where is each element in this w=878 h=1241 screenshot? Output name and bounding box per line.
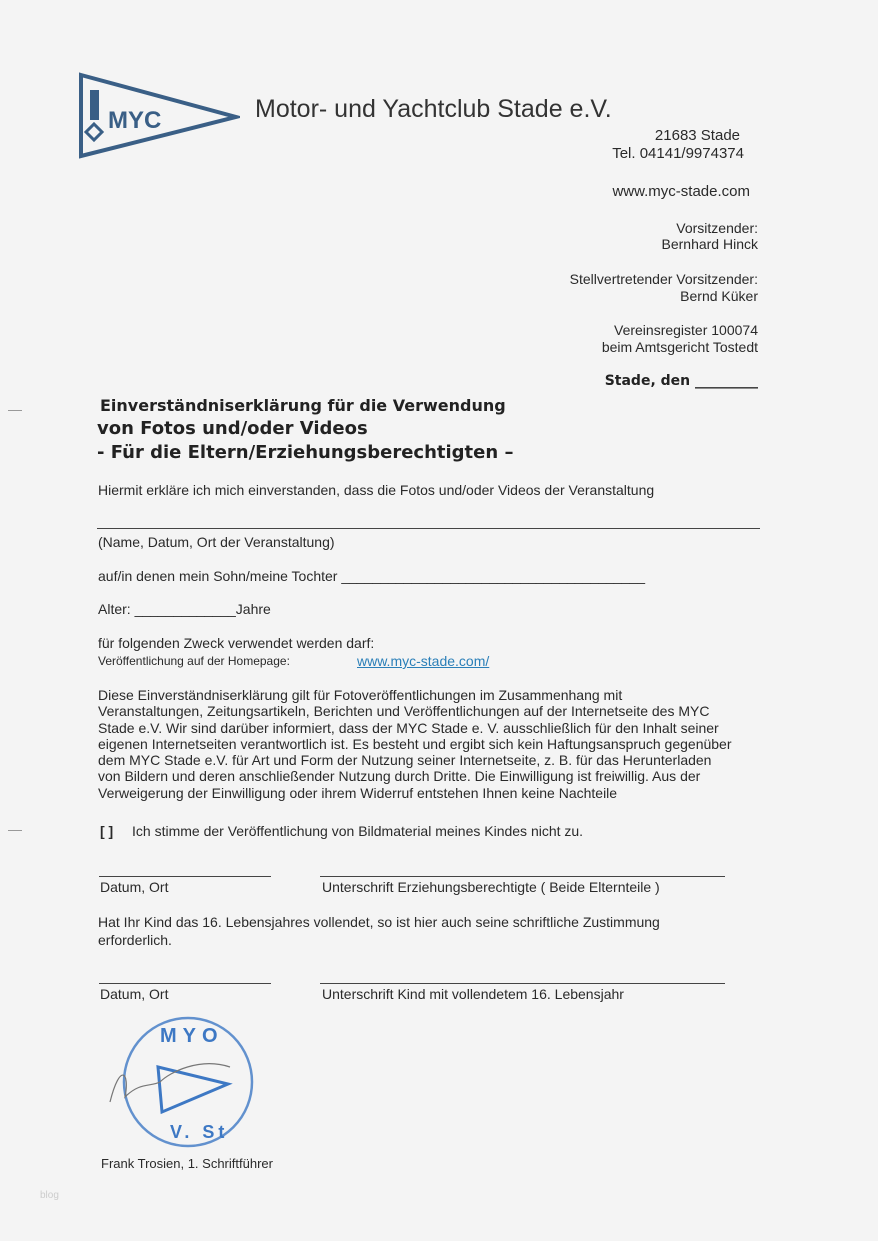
logo-text: MYC <box>108 107 162 134</box>
stamp-bottom-text: V. St <box>170 1122 229 1142</box>
paragraph-line: Verweigerung der Einwilligung oder ihrem Widerruf entstehen Ihnen keine Nachteile <box>98 784 618 801</box>
decline-text: Ich stimme der Veröffentlichung von Bildmaterial meines Kindes nicht zu. <box>132 823 584 839</box>
date-line: Stade, den _________ <box>604 373 758 389</box>
event-caption: (Name, Datum, Ort der Veranstaltung) <box>98 534 335 550</box>
paragraph-line: Diese Einverständniserklärung gilt für Fotoveröffentlichungen im Zusammenhang mit <box>98 687 623 703</box>
paragraph-line: von Bildern und deren anschließender Nutzung durch Dritte. Die Einwilligung ist freiwillig. Aus der <box>98 768 701 785</box>
paragraph-line: Veranstaltungen, Zeitungsartikeln, Berichten und Veröffentlichungen auf der Internetseite des MYC <box>98 703 710 720</box>
intro-text: Hiermit erkläre ich mich einverstanden, dass die Fotos und/oder Videos der Veranstaltung <box>98 482 655 498</box>
vice-name: Bernd Küker <box>680 288 758 304</box>
age16-text-2: erforderlich. <box>98 932 172 948</box>
margin-mark <box>8 410 22 411</box>
club-name: Motor- und Yachtclub Stade e.V. <box>255 95 612 123</box>
website: www.myc-stade.com <box>612 183 750 200</box>
title-line-3: - Für die Eltern/Erziehungsberechtigten – <box>97 442 514 463</box>
child-signature-label: Unterschrift Kind mit vollendetem 16. Lebensjahr <box>322 986 624 1002</box>
consent-paragraph <box>98 687 732 801</box>
age16-text-1: Hat Ihr Kind das 16. Lebensjahres vollendet, so ist hier auch seine schriftliche Zustimmung <box>98 914 660 930</box>
date-place-label-1: Datum, Ort <box>100 879 169 895</box>
chair-label: Vorsitzender: <box>676 220 758 236</box>
margin-mark <box>8 830 22 831</box>
court: beim Amtsgericht Tostedt <box>601 339 758 355</box>
age-line[interactable]: Alter: _____________Jahre <box>98 601 271 617</box>
homepage-link[interactable]: www.myc-stade.com/ <box>357 653 490 669</box>
event-line[interactable] <box>97 528 760 529</box>
paragraph-line: eigenen Internetseiten verantwortlich ist. Es besteht und ergibt sich kein Haftungsanspruch gegenüber <box>98 735 732 752</box>
parent-signature-line[interactable] <box>320 876 725 877</box>
title-line-2: von Fotos und/oder Videos <box>97 418 368 439</box>
parent-signature-label: Unterschrift Erziehungsberechtigte ( Beide Elternteile ) <box>322 879 660 895</box>
city: 21683 Stade <box>654 127 740 144</box>
decline-checkbox[interactable]: [ ] <box>100 823 114 839</box>
child-line[interactable]: auf/in denen mein Sohn/meine Tochter _______________________________________ <box>98 568 646 584</box>
vice-label: Stellvertretender Vorsitzender: <box>569 271 758 287</box>
paragraph-line: Stade e.V. Wir sind darüber informiert, dass der MYC Stade e. V. ausschließlich für den Inhalt seiner <box>98 719 719 736</box>
date-place-label-2: Datum, Ort <box>100 986 169 1002</box>
homepage-label: Veröffentlichung auf der Homepage: <box>98 654 290 668</box>
myc-pennant-logo <box>78 72 240 160</box>
purpose-text: für folgenden Zweck verwendet werden darf: <box>98 635 375 651</box>
stamp-top-text: MYO <box>160 1025 224 1047</box>
date-place-line-2[interactable] <box>99 983 271 984</box>
title-line-1: Einverständniserklärung für die Verwendung <box>100 396 506 415</box>
club-stamp <box>100 1012 260 1150</box>
date-place-line-1[interactable] <box>99 876 271 877</box>
paragraph-line: dem MYC Stade e.V. für Art und Form der Nutzung seiner Internetseite, z. B. für das Herunterladen <box>98 752 712 769</box>
signer-name: Frank Trosien, 1. Schriftführer <box>101 1156 273 1171</box>
child-signature-line[interactable] <box>320 983 725 984</box>
phone: Tel. 04141/9974374 <box>612 145 744 162</box>
chair-name: Bernhard Hinck <box>661 236 758 252</box>
register: Vereinsregister 100074 <box>614 322 758 338</box>
watermark: blog <box>40 1190 59 1201</box>
